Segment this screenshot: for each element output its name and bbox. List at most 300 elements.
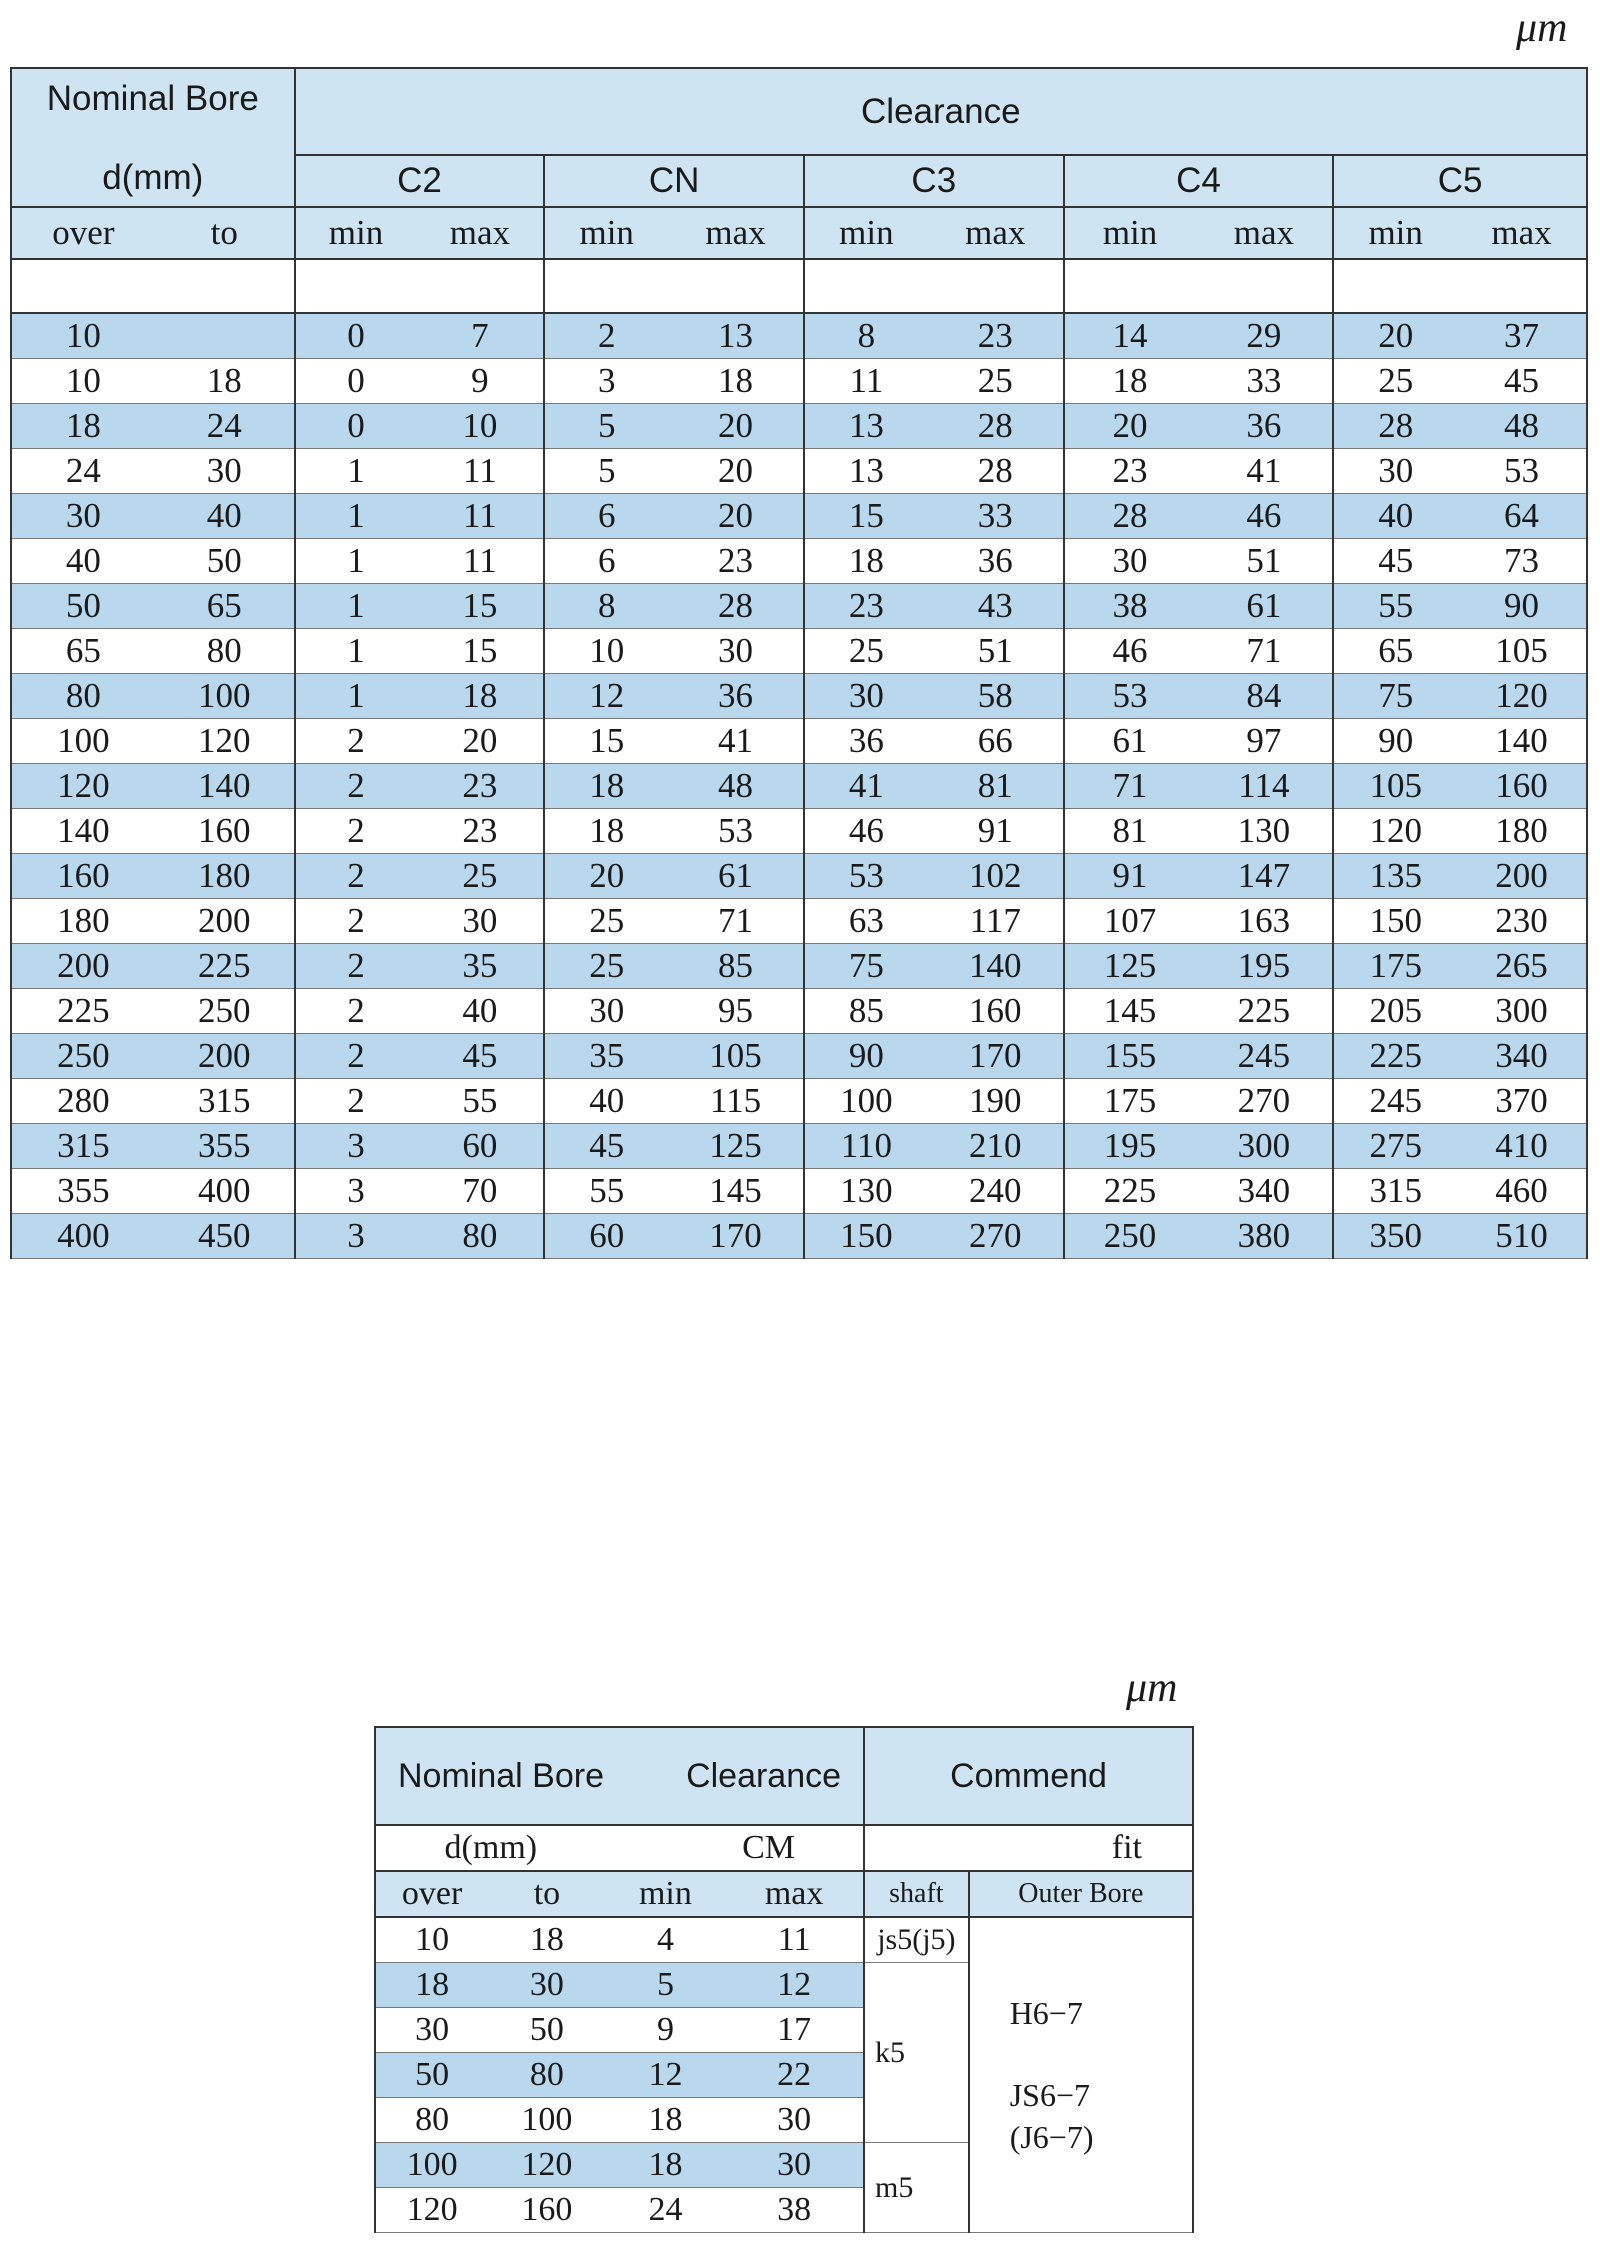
clearance-cell: 140 — [928, 944, 1064, 989]
clearance-cell: 145 — [668, 1169, 804, 1214]
clearance-cell: 51 — [1195, 539, 1333, 584]
clearance-row — [11, 764, 1587, 809]
clearance-row — [11, 359, 1587, 404]
t2-cell: 80 — [375, 2098, 488, 2143]
clearance-cell: 55 — [544, 1169, 668, 1214]
group-header-c4: C4 — [1064, 155, 1334, 207]
clearance-cell: 10 — [416, 404, 544, 449]
clearance-cell: 63 — [804, 899, 928, 944]
nominal-bore-label: Nominal Bore — [46, 79, 259, 118]
clearance-cell: 48 — [1457, 404, 1587, 449]
outer-fit-js6: JS6−7 — [1009, 2077, 1090, 2113]
clearance-cell: 200 — [155, 1034, 295, 1079]
clearance-cell: 24 — [155, 404, 295, 449]
clearance-row — [11, 539, 1587, 584]
col-header-min: min — [1333, 207, 1457, 259]
clearance-cell: 140 — [1457, 719, 1587, 764]
clearance-cell: 210 — [928, 1124, 1064, 1169]
clearance-cell: 53 — [1457, 449, 1587, 494]
clearance-row — [11, 674, 1587, 719]
clearance-cell: 30 — [11, 494, 155, 539]
clearance-table-body — [11, 313, 1587, 1259]
clearance-row — [11, 1079, 1587, 1124]
clearance-header-2: Clearance — [606, 1727, 864, 1825]
clearance-cell: 20 — [544, 854, 668, 899]
clearance-cell: 71 — [668, 899, 804, 944]
col-header-max: max — [416, 207, 544, 259]
clearance-cell: 53 — [804, 854, 928, 899]
clearance-cell: 200 — [155, 899, 295, 944]
clearance-cell: 23 — [668, 539, 804, 584]
clearance-cell: 80 — [416, 1214, 544, 1259]
clearance-cell: 40 — [11, 539, 155, 584]
clearance-cell: 25 — [928, 359, 1064, 404]
radial-clearance-table — [10, 67, 1588, 1259]
clearance-cell: 230 — [1457, 899, 1587, 944]
clearance-cell: 20 — [1333, 313, 1457, 359]
clearance-cell: 25 — [804, 629, 928, 674]
col-header-shaft: shaft — [864, 1871, 969, 1917]
clearance-cell: 270 — [1195, 1079, 1333, 1124]
t2-cell: 100 — [375, 2143, 488, 2188]
clearance-cell: 450 — [155, 1214, 295, 1259]
clearance-row — [11, 854, 1587, 899]
clearance-cell: 140 — [11, 809, 155, 854]
clearance-cell: 28 — [668, 584, 804, 629]
cm-label: CM — [606, 1825, 864, 1871]
clearance-cell: 36 — [1195, 404, 1333, 449]
clearance-cell: 12 — [544, 674, 668, 719]
clearance-cell: 380 — [1195, 1214, 1333, 1259]
clearance-row — [11, 1034, 1587, 1079]
t2-cell: 22 — [725, 2053, 864, 2098]
outer-fit-j6: (J6−7) — [1009, 2119, 1094, 2155]
clearance-cell: 170 — [668, 1214, 804, 1259]
clearance-cell: 180 — [11, 899, 155, 944]
clearance-cell: 115 — [668, 1079, 804, 1124]
clearance-cell: 275 — [1333, 1124, 1457, 1169]
clearance-cell: 2 — [295, 1079, 417, 1124]
clearance-cell: 105 — [668, 1034, 804, 1079]
clearance-cell: 6 — [544, 539, 668, 584]
clearance-cell: 28 — [1064, 494, 1196, 539]
clearance-cell: 3 — [295, 1214, 417, 1259]
clearance-cell: 2 — [544, 313, 668, 359]
clearance-cell: 105 — [1333, 764, 1457, 809]
clearance-cell: 18 — [544, 764, 668, 809]
clearance-cell: 340 — [1457, 1034, 1587, 1079]
outer-fit-h6: H6−7 — [1009, 1995, 1083, 2031]
clearance-row — [11, 719, 1587, 764]
clearance-cell: 13 — [804, 449, 928, 494]
clearance-cell: 30 — [155, 449, 295, 494]
clearance-cell: 120 — [1457, 674, 1587, 719]
clearance-cell: 1 — [295, 674, 417, 719]
blank-cell — [295, 259, 545, 313]
clearance-cell: 315 — [11, 1124, 155, 1169]
clearance-cell: 18 — [668, 359, 804, 404]
clearance-cell: 91 — [928, 809, 1064, 854]
clearance-cell: 400 — [155, 1169, 295, 1214]
clearance-cell: 300 — [1457, 989, 1587, 1034]
t2-cell: 30 — [725, 2098, 864, 2143]
clearance-cell: 11 — [416, 449, 544, 494]
clearance-cell: 53 — [1064, 674, 1196, 719]
t2-cell: 4 — [606, 1917, 726, 1963]
t2-cell: 120 — [375, 2188, 488, 2233]
nominal-bore-header-2: Nominal Bore — [375, 1727, 606, 1825]
clearance-cell: 5 — [544, 404, 668, 449]
clearance-row — [11, 629, 1587, 674]
clearance-cell: 3 — [295, 1124, 417, 1169]
clearance-cell: 175 — [1064, 1079, 1196, 1124]
clearance-cell: 1 — [295, 494, 417, 539]
clearance-cell: 65 — [1333, 629, 1457, 674]
clearance-cell: 240 — [928, 1169, 1064, 1214]
clearance-cell: 23 — [804, 584, 928, 629]
clearance-cell: 80 — [155, 629, 295, 674]
clearance-cell: 340 — [1195, 1169, 1333, 1214]
clearance-cell: 200 — [1457, 854, 1587, 899]
t2-cell: 10 — [375, 1917, 488, 1963]
clearance-header: Clearance — [295, 68, 1587, 155]
t2-cell: 50 — [488, 2008, 605, 2053]
t2-cell: 50 — [375, 2053, 488, 2098]
clearance-cell: 315 — [1333, 1169, 1457, 1214]
clearance-cell: 65 — [11, 629, 155, 674]
clearance-cell: 85 — [804, 989, 928, 1034]
clearance-cell: 64 — [1457, 494, 1587, 539]
clearance-cell: 10 — [544, 629, 668, 674]
clearance-cell: 1 — [295, 449, 417, 494]
clearance-cell: 37 — [1457, 313, 1587, 359]
t2-cell: 100 — [488, 2098, 605, 2143]
clearance-cell: 250 — [1064, 1214, 1196, 1259]
clearance-cell: 13 — [668, 313, 804, 359]
clearance-cell: 46 — [1064, 629, 1196, 674]
clearance-cell: 71 — [1195, 629, 1333, 674]
clearance-cell: 2 — [295, 719, 417, 764]
clearance-cell: 30 — [1333, 449, 1457, 494]
clearance-cell: 2 — [295, 1034, 417, 1079]
clearance-cell: 15 — [416, 629, 544, 674]
clearance-cell: 25 — [544, 944, 668, 989]
blank-cell — [804, 259, 1064, 313]
clearance-row — [11, 899, 1587, 944]
t2-cell: 12 — [725, 1963, 864, 2008]
clearance-cell: 130 — [804, 1169, 928, 1214]
col-header-min: min — [544, 207, 668, 259]
clearance-cell: 100 — [804, 1079, 928, 1124]
clearance-cell: 460 — [1457, 1169, 1587, 1214]
clearance-cell: 2 — [295, 809, 417, 854]
clearance-cell: 11 — [416, 539, 544, 584]
clearance-cell: 97 — [1195, 719, 1333, 764]
clearance-cell: 24 — [11, 449, 155, 494]
nominal-bore-header — [11, 68, 295, 207]
clearance-cell: 75 — [804, 944, 928, 989]
clearance-cell: 36 — [928, 539, 1064, 584]
clearance-cell: 2 — [295, 989, 417, 1034]
t2-cell: 9 — [606, 2008, 726, 2053]
shaft-fit-k5: k5 — [864, 1963, 969, 2143]
clearance-cell: 8 — [544, 584, 668, 629]
clearance-cell: 91 — [1064, 854, 1196, 899]
clearance-cell: 13 — [804, 404, 928, 449]
t2-cell: 30 — [725, 2143, 864, 2188]
clearance-row — [11, 584, 1587, 629]
clearance-cell: 170 — [928, 1034, 1064, 1079]
clearance-cell: 130 — [1195, 809, 1333, 854]
clearance-cell: 20 — [1064, 404, 1196, 449]
clearance-cell: 84 — [1195, 674, 1333, 719]
clearance-cell: 195 — [1064, 1124, 1196, 1169]
clearance-cell: 145 — [1064, 989, 1196, 1034]
col-header-outer-bore: Outer Bore — [969, 1871, 1193, 1917]
clearance-cell: 90 — [1333, 719, 1457, 764]
commend-header: Commend — [864, 1727, 1193, 1825]
clearance-cell: 48 — [668, 764, 804, 809]
clearance-cell: 23 — [928, 313, 1064, 359]
clearance-cell: 71 — [1064, 764, 1196, 809]
clearance-cell: 15 — [544, 719, 668, 764]
clearance-cell: 40 — [416, 989, 544, 1034]
clearance-cell: 135 — [1333, 854, 1457, 899]
clearance-cell: 61 — [668, 854, 804, 899]
clearance-cell: 225 — [1333, 1034, 1457, 1079]
clearance-cell: 195 — [1195, 944, 1333, 989]
clearance-cell: 510 — [1457, 1214, 1587, 1259]
clearance-cell: 18 — [416, 674, 544, 719]
clearance-cell: 0 — [295, 359, 417, 404]
clearance-cell: 18 — [804, 539, 928, 584]
col-header-over-2: over — [375, 1871, 488, 1917]
clearance-cell: 28 — [928, 404, 1064, 449]
clearance-cell: 90 — [804, 1034, 928, 1079]
clearance-cell: 73 — [1457, 539, 1587, 584]
t2-cell: 38 — [725, 2188, 864, 2233]
dmm-label: d(mm) — [102, 158, 204, 197]
clearance-cell: 2 — [295, 764, 417, 809]
clearance-cell: 20 — [416, 719, 544, 764]
col-header-min: min — [1064, 207, 1196, 259]
clearance-cell: 23 — [1064, 449, 1196, 494]
col-header-max: max — [928, 207, 1064, 259]
clearance-cell: 40 — [1333, 494, 1457, 539]
clearance-cell: 160 — [155, 809, 295, 854]
t2-cell: 120 — [488, 2143, 605, 2188]
clearance-row — [11, 1169, 1587, 1214]
t2-cell: 160 — [488, 2188, 605, 2233]
clearance-cell: 50 — [155, 539, 295, 584]
clearance-cell: 120 — [11, 764, 155, 809]
t2-cell: 30 — [375, 2008, 488, 2053]
clearance-cell: 100 — [155, 674, 295, 719]
group-header-cn: CN — [544, 155, 804, 207]
clearance-cell: 46 — [804, 809, 928, 854]
col-header-max-2: max — [725, 1871, 864, 1917]
clearance-cell: 300 — [1195, 1124, 1333, 1169]
clearance-cell: 45 — [1333, 539, 1457, 584]
clearance-cell: 70 — [416, 1169, 544, 1214]
clearance-cell: 28 — [928, 449, 1064, 494]
clearance-row — [11, 404, 1587, 449]
clearance-cell: 18 — [544, 809, 668, 854]
outer-bore-fit-cell — [969, 1917, 1193, 2233]
clearance-cell: 45 — [544, 1124, 668, 1169]
t2-cell: 80 — [488, 2053, 605, 2098]
clearance-cell: 20 — [668, 494, 804, 539]
clearance-cell — [155, 313, 295, 359]
clearance-cell: 15 — [804, 494, 928, 539]
dmm-label-2: d(mm) — [375, 1825, 606, 1871]
clearance-row — [11, 494, 1587, 539]
clearance-cell: 11 — [416, 494, 544, 539]
clearance-cell: 80 — [11, 674, 155, 719]
blank-cell — [1064, 259, 1334, 313]
clearance-cell: 61 — [1064, 719, 1196, 764]
clearance-cell: 9 — [416, 359, 544, 404]
clearance-cell: 75 — [1333, 674, 1457, 719]
shaft-fit-js5: js5(j5) — [864, 1917, 969, 1963]
clearance-cell: 160 — [928, 989, 1064, 1034]
clearance-cell: 81 — [928, 764, 1064, 809]
clearance-cell: 180 — [1457, 809, 1587, 854]
clearance-cell: 3 — [544, 359, 668, 404]
col-header-to: to — [155, 207, 295, 259]
clearance-cell: 125 — [668, 1124, 804, 1169]
clearance-cell: 140 — [155, 764, 295, 809]
clearance-cell: 43 — [928, 584, 1064, 629]
blank-cell — [11, 259, 295, 313]
clearance-row — [11, 1124, 1587, 1169]
t2-cell: 11 — [725, 1917, 864, 1963]
clearance-cell: 280 — [11, 1079, 155, 1124]
clearance-cell: 6 — [544, 494, 668, 539]
clearance-cell: 105 — [1457, 629, 1587, 674]
clearance-cell: 205 — [1333, 989, 1457, 1034]
clearance-cell: 160 — [11, 854, 155, 899]
col-header-max: max — [1195, 207, 1333, 259]
clearance-cell: 35 — [544, 1034, 668, 1079]
clearance-cell: 150 — [804, 1214, 928, 1259]
col-header-min: min — [804, 207, 928, 259]
clearance-cell: 225 — [11, 989, 155, 1034]
clearance-cell: 55 — [416, 1079, 544, 1124]
t2-cell: 30 — [488, 1963, 605, 2008]
blank-cell — [544, 259, 804, 313]
clearance-row — [11, 809, 1587, 854]
clearance-cell: 5 — [544, 449, 668, 494]
group-header-c2: C2 — [295, 155, 545, 207]
col-header-over: over — [11, 207, 155, 259]
clearance-cell: 30 — [544, 989, 668, 1034]
clearance-cell: 270 — [928, 1214, 1064, 1259]
clearance-cell: 1 — [295, 584, 417, 629]
clearance-cell: 53 — [668, 809, 804, 854]
clearance-cell: 245 — [1195, 1034, 1333, 1079]
clearance-cell: 2 — [295, 944, 417, 989]
clearance-cell: 65 — [155, 584, 295, 629]
clearance-cell: 20 — [668, 404, 804, 449]
clearance-cell: 60 — [416, 1124, 544, 1169]
clearance-cell: 15 — [416, 584, 544, 629]
clearance-cell: 90 — [1457, 584, 1587, 629]
clearance-cell: 2 — [295, 854, 417, 899]
clearance-cell: 33 — [928, 494, 1064, 539]
clearance-cell: 1 — [295, 539, 417, 584]
clearance-cell: 245 — [1333, 1079, 1457, 1124]
clearance-row — [11, 313, 1587, 359]
clearance-cell: 30 — [668, 629, 804, 674]
clearance-cell: 2 — [295, 899, 417, 944]
col-header-max: max — [1457, 207, 1587, 259]
clearance-cell: 400 — [11, 1214, 155, 1259]
clearance-cell: 370 — [1457, 1079, 1587, 1124]
clearance-cell: 10 — [11, 359, 155, 404]
clearance-cell: 147 — [1195, 854, 1333, 899]
clearance-cell: 225 — [1064, 1169, 1196, 1214]
clearance-cell: 102 — [928, 854, 1064, 899]
blank-cell — [1333, 259, 1587, 313]
t2-cell: 12 — [606, 2053, 726, 2098]
clearance-row — [11, 989, 1587, 1034]
group-header-c5: C5 — [1333, 155, 1587, 207]
clearance-cell: 110 — [804, 1124, 928, 1169]
clearance-cell: 45 — [1457, 359, 1587, 404]
clearance-cell: 61 — [1195, 584, 1333, 629]
clearance-cell: 30 — [1064, 539, 1196, 584]
clearance-cell: 18 — [1064, 359, 1196, 404]
clearance-cell: 50 — [11, 584, 155, 629]
clearance-cell: 55 — [1333, 584, 1457, 629]
clearance-cell: 0 — [295, 313, 417, 359]
clearance-cell: 41 — [668, 719, 804, 764]
clearance-cell: 100 — [11, 719, 155, 764]
clearance-cell: 11 — [804, 359, 928, 404]
clearance-cell: 117 — [928, 899, 1064, 944]
clearance-cell: 125 — [1064, 944, 1196, 989]
col-header-max: max — [668, 207, 804, 259]
clearance-cell: 14 — [1064, 313, 1196, 359]
clearance-cell: 410 — [1457, 1124, 1587, 1169]
clearance-cell: 95 — [668, 989, 804, 1034]
clearance-cell: 8 — [804, 313, 928, 359]
col-header-min: min — [295, 207, 417, 259]
fit-label: fit — [864, 1825, 1193, 1871]
clearance-cell: 85 — [668, 944, 804, 989]
clearance-cell: 160 — [1457, 764, 1587, 809]
clearance-cell: 355 — [155, 1124, 295, 1169]
clearance-cell: 29 — [1195, 313, 1333, 359]
clearance-cell: 0 — [295, 404, 417, 449]
t2-cell: 18 — [488, 1917, 605, 1963]
clearance-row — [11, 944, 1587, 989]
clearance-cell: 25 — [1333, 359, 1457, 404]
clearance-cell: 200 — [11, 944, 155, 989]
shaft-fit-m5: m5 — [864, 2143, 969, 2233]
clearance-cell: 355 — [11, 1169, 155, 1214]
clearance-cell: 10 — [11, 313, 155, 359]
clearance-cell: 51 — [928, 629, 1064, 674]
clearance-cell: 225 — [155, 944, 295, 989]
t2-cell: 18 — [375, 1963, 488, 2008]
clearance-cell: 265 — [1457, 944, 1587, 989]
clearance-cell: 66 — [928, 719, 1064, 764]
clearance-cell: 25 — [544, 899, 668, 944]
clearance-cell: 45 — [416, 1034, 544, 1079]
clearance-row — [11, 449, 1587, 494]
